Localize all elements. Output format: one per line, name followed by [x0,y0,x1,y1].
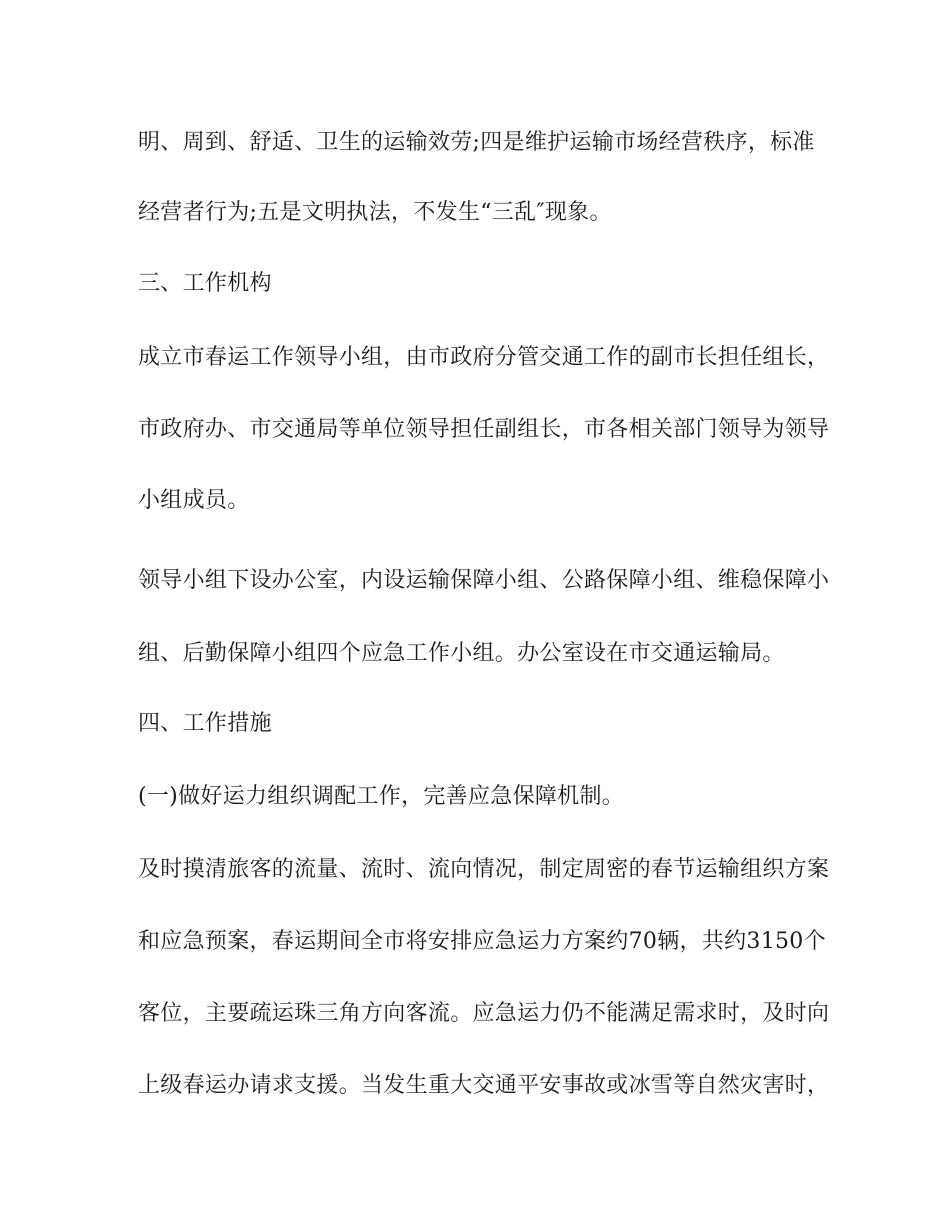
text-line: 和应急预案，春运期间全市将安排应急运力方案约70辆，共约3150个 [138,929,826,954]
text-line: 及时摸清旅客的流量、流时、流向情况，制定周密的春节运输组织方案 [138,857,830,882]
subsection-heading: (一)做好运力组织调配工作，完善应急保障机制。 [138,784,625,809]
text-line: 明、周到、舒适、卫生的运输效劳;四是维护运输市场经营秩序，标准 [138,130,815,155]
text-line: 市政府办、市交通局等单位领导担任副组长，市各相关部门领导为领导 [138,417,830,442]
text-line: 领导小组下设办公室，内设运输保障小组、公路保障小组、维稳保障小 [138,568,830,593]
text-line: 成立市春运工作领导小组，由市政府分管交通工作的副市长担任组长， [138,345,830,370]
text-line: 小组成员。 [138,488,250,513]
section-heading: 三、工作机构 [138,271,272,296]
section-heading: 四、工作措施 [138,711,272,736]
text-line: 客位，主要疏运珠三角方向客流。应急运力仍不能满足需求时，及时向 [138,1001,830,1026]
text-line: 上级春运办请求支援。当发生重大交通平安事故或冰雪等自然灾害时， [138,1073,830,1098]
text-line: 经营者行为;五是文明执法，不发生“三乱″现象。 [138,200,612,225]
text-line: 组、后勤保障小组四个应急工作小组。办公室设在市交通运输局。 [138,641,785,666]
